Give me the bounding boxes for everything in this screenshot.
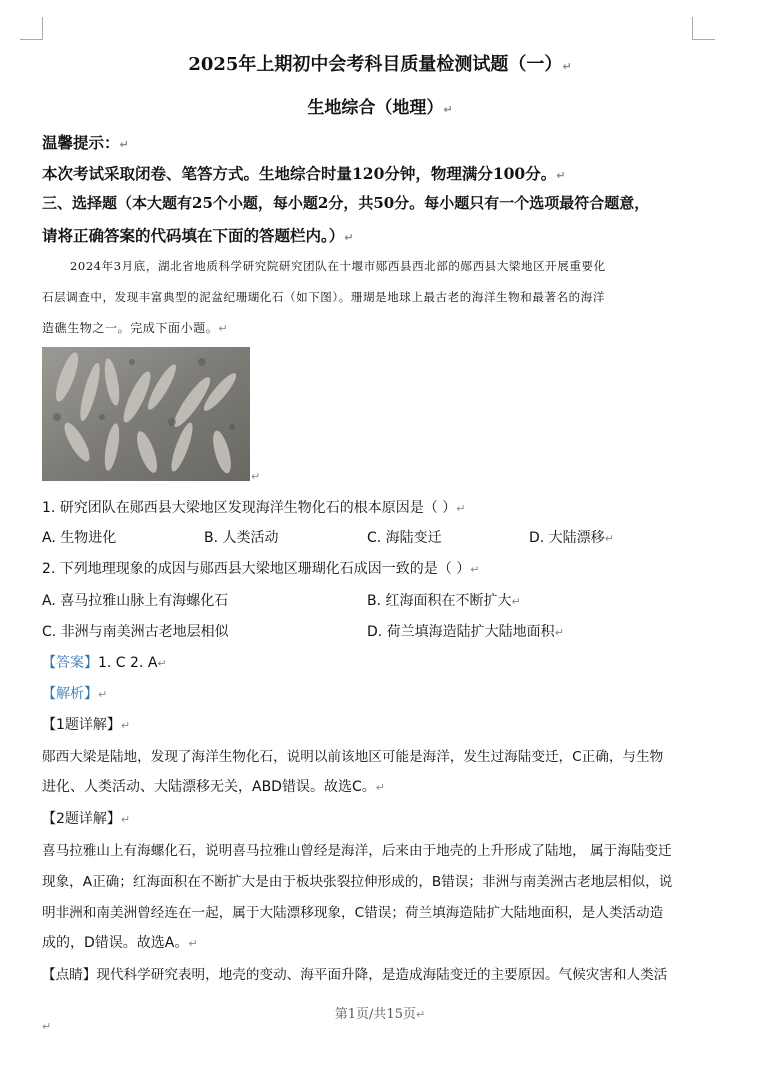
passage-line-1: 2024年3月底，湖北省地质科学研究院研究团队在十堰市郧西县西北部的郧西县大梁地区开展重要化	[70, 259, 606, 273]
image-return-mark: ↵	[251, 470, 261, 483]
q2-detail-line-1: 喜马拉雅山上有海螺化石，说明喜马拉雅山曾经是海洋，后来由于地壳的上升形成了陆地， 属于海陆变迁	[42, 843, 672, 859]
section-heading-line1: 三、选择题（本大题有25个小题，每小题2分，共50分。每小题只有一个选项最符合题意，	[42, 194, 650, 212]
notes-heading: 温馨提示：↵	[42, 133, 129, 152]
q1-option-a: A. 生物进化	[42, 530, 117, 546]
q1-option-d: D. 大陆漂移↵	[529, 530, 614, 546]
q1-detail-line-1: 郧西大梁是陆地，发现了海洋生物化石，说明以前该地区可能是海洋，发生过海陆变迁，C正确，与生物	[42, 749, 664, 765]
tip-line: 【点睛】现代科学研究表明，地壳的变动、海平面升降，是造成海陆变迁的主要原因。气候灾害和人类活	[42, 967, 668, 983]
passage-line-2: 石层调查中，发现丰富典型的泥盆纪珊瑚化石（如下图）。珊瑚是地球上最古老的海洋生物和最著名的海洋	[42, 290, 605, 304]
question-2-stem: 2. 下列地理现象的成因与郧西县大梁地区珊瑚化石成因一致的是（ ）↵	[42, 561, 480, 577]
q1-detail-heading: 【1题详解】↵	[42, 717, 131, 733]
q2-option-b: B. 红海面积在不断扩大↵	[367, 593, 521, 609]
question-1-stem: 1. 研究团队在郧西县大梁地区发现海洋生物化石的根本原因是（ ）↵	[42, 500, 466, 516]
answer-tag: 【答案】	[42, 655, 98, 671]
q1-detail-line-2: 进化、人类活动、大陆漂移无关，ABD错误。故选C。↵	[42, 779, 385, 795]
q2-option-a: A. 喜马拉雅山脉上有海螺化石	[42, 593, 229, 609]
page-title: 2025年上期初中会考科目质量检测试题（一）↵	[188, 54, 572, 75]
crop-mark-top-left	[20, 17, 43, 40]
q1-option-c: C. 海陆变迁	[367, 530, 442, 546]
q2-detail-line-3: 明非洲和南美洲曾经连在一起，属于大陆漂移现象，C错误；荷兰填海造陆扩大陆地面积，是人类活动造	[42, 905, 664, 921]
page-subtitle: 生地综合（地理）↵	[307, 98, 453, 118]
q2-option-d: D. 荷兰填海造陆扩大陆地面积↵	[367, 624, 564, 640]
q2-detail-line-2: 现象，A正确；红海面积在不断扩大是由于板块张裂拉伸形成的，B错误；非洲与南美洲古老地层相似，说	[42, 874, 673, 890]
answer-line: 【答案】1. C 2. A↵	[42, 655, 167, 671]
analysis-heading: 【解析】↵	[42, 686, 108, 702]
q2-detail-heading: 【2题详解】↵	[42, 811, 131, 827]
trailing-return-mark: ↵	[42, 1020, 52, 1033]
section-heading-line2: 请将正确答案的代码填在下面的答题栏内。）↵	[42, 226, 354, 245]
crop-mark-top-right	[692, 17, 715, 40]
page-number: 第1页/共15页↵	[334, 1007, 426, 1022]
q2-option-c: C. 非洲与南美洲古老地层相似	[42, 624, 229, 640]
coral-fossil-image	[42, 347, 250, 481]
exam-instructions: 本次考试采取闭卷、笔答方式。生地综合时量120分钟，物理满分100分。↵	[42, 164, 566, 183]
passage-line-3: 造礁生物之一。完成下面小题。↵	[42, 321, 229, 335]
q1-option-b: B. 人类活动	[204, 530, 279, 546]
q2-detail-line-4: 成的，D错误。故选A。↵	[42, 935, 198, 951]
